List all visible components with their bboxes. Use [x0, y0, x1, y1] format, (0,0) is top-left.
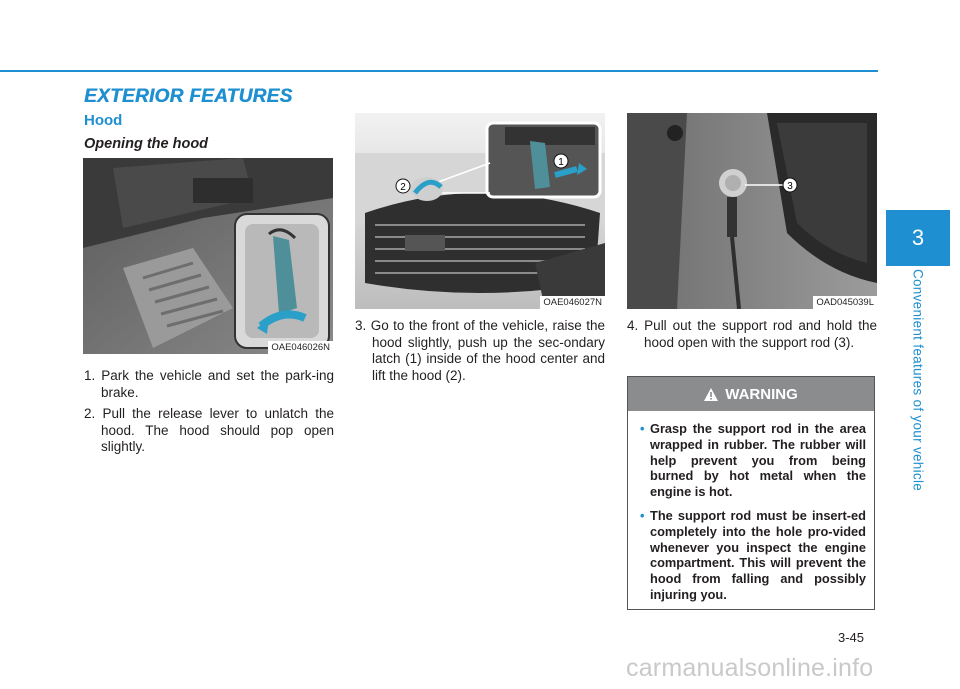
callout-1: 1	[558, 157, 564, 168]
steps-column-1	[84, 368, 334, 461]
header-rule	[0, 70, 878, 72]
figure-code: OAE046027N	[540, 296, 605, 309]
warning-item: • Grasp the support rod in the area wrapped in rubber. The rubber will help prevent you from being burned by hot metal when the engine is hot.	[640, 421, 866, 500]
warning-list	[628, 411, 874, 603]
steps-column-3	[627, 318, 877, 356]
chapter-title-vertical: Convenient features of your vehicle	[910, 268, 926, 492]
topic-title: Hood	[84, 112, 123, 129]
step-1: 1. Park the vehicle and set the park-ing brake.	[84, 368, 334, 400]
bullet-icon: •	[640, 507, 645, 523]
watermark: carmanualsonline.info	[626, 654, 874, 682]
figure-release-lever	[83, 158, 333, 354]
warning-header	[628, 377, 874, 411]
chapter-tab: 3	[886, 210, 950, 266]
warning-item: • The support rod must be insert-ed completely into the hole pro-vided whenever you inspect the engine compartment. This will prevent the hood from falling and possibly injuring you.	[640, 507, 866, 602]
section-title: EXTERIOR FEATURES	[84, 86, 293, 107]
warning-triangle-icon	[704, 388, 718, 401]
figure-secondary-latch	[355, 113, 605, 309]
callout-3: 3	[787, 181, 793, 192]
support-rod-illustration	[627, 113, 877, 309]
secondary-latch-illustration	[355, 113, 605, 309]
bullet-icon: •	[640, 421, 645, 436]
step-3: 3. Go to the front of the vehicle, raise the hood slightly, push up the sec-ondary latch (1) inside of the hood center and lift the hood (2).	[355, 318, 605, 383]
topic-subtitle: Opening the hood	[84, 136, 209, 152]
figure-code: OAE046026N	[268, 341, 333, 354]
release-lever-illustration	[83, 158, 333, 354]
warning-title: WARNING	[725, 385, 798, 403]
callout-2: 2	[400, 182, 406, 193]
page-number: 3-45	[838, 630, 865, 645]
figure-support-rod	[627, 113, 877, 309]
steps-column-2	[355, 318, 605, 389]
warning-box	[627, 376, 875, 610]
figure-code: OAD045039L	[813, 296, 877, 309]
step-4: 4. Pull out the support rod and hold the hood open with the support rod (3).	[627, 318, 877, 350]
step-2: 2. Pull the release lever to unlatch the hood. The hood should pop open slightly.	[84, 406, 334, 454]
